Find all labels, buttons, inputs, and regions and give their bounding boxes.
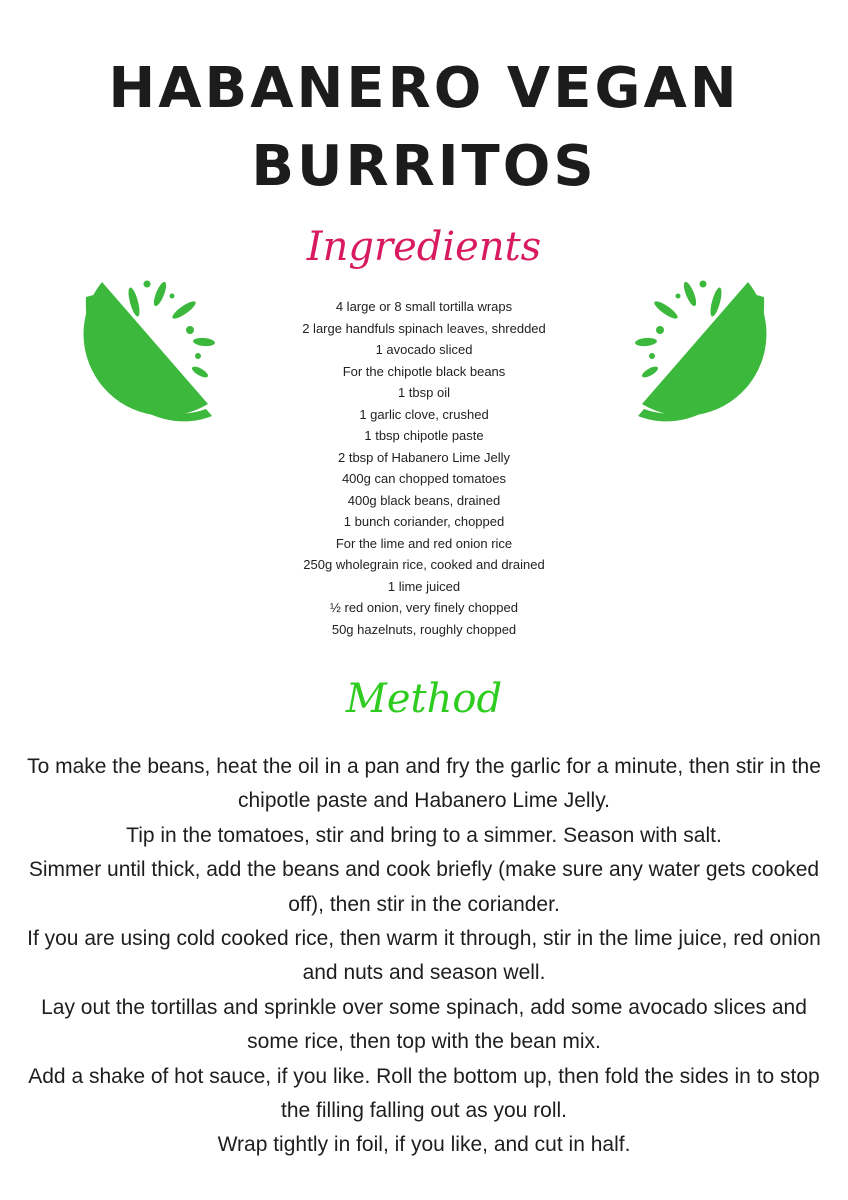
- ingredient-item: 1 lime juiced: [387, 578, 461, 594]
- ingredient-item: 50g hazelnuts, roughly chopped: [331, 621, 517, 637]
- recipe-title-line-2: BURRITOS: [251, 134, 597, 199]
- ingredient-subheading: For the lime and red onion rice: [335, 535, 513, 551]
- method-step: Add a shake of hot sauce, if you like. Roll the bottom up, then fold the sides in to stop the filling falling out as you roll.: [28, 1064, 820, 1123]
- ingredient-item: 4 large or 8 small tortilla wraps: [335, 299, 513, 314]
- ingredient-item: 1 tbsp chipotle paste: [364, 428, 484, 443]
- ingredients-heading: Ingredients: [306, 224, 542, 270]
- recipe-title-line-1: HABANERO VEGAN: [108, 56, 740, 121]
- ingredient-item: ½ red onion, very finely chopped: [330, 600, 518, 615]
- ingredient-item: 2 large handfuls spinach leaves, shredded: [302, 320, 546, 336]
- method-step: Simmer until thick, add the beans and cook briefly (make sure any water gets cooked off), then stir in the coriander.: [28, 858, 820, 916]
- method-step: Tip in the tomatoes, stir and bring to a simmer. Season with salt.: [126, 823, 722, 847]
- ingredients-list: [0, 296, 848, 640]
- ingredient-item: 400g black beans, drained: [347, 492, 501, 508]
- method-step: Lay out the tortillas and sprinkle over some spinach, add some avocado slices and some rice, then top with the bean mix.: [41, 995, 807, 1054]
- method-steps: [14, 750, 834, 1163]
- method-heading: Method: [345, 676, 503, 722]
- ingredient-item: 1 garlic clove, crushed: [359, 406, 489, 422]
- method-step: To make the beans, heat the oil in a pan and fry the garlic for a minute, then stir in the chipotle paste and Habanero Lime Jelly.: [27, 755, 821, 813]
- ingredient-item: 400g can chopped tomatoes: [341, 471, 507, 486]
- method-step: If you are using cold cooked rice, then warm it through, stir in the lime juice, red onion and nuts and season well.: [27, 927, 821, 985]
- ingredient-item: 1 avocado sliced: [375, 342, 473, 357]
- recipe-title: [0, 50, 848, 206]
- method-step: Wrap tightly in foil, if you like, and cut in half.: [217, 1133, 631, 1157]
- ingredient-item: 250g wholegrain rice, cooked and drained: [303, 557, 545, 572]
- ingredient-item: 1 tbsp oil: [397, 385, 451, 400]
- ingredient-subheading: For the chipotle black beans: [342, 363, 506, 379]
- ingredient-item: 2 tbsp of Habanero Lime Jelly: [338, 449, 510, 465]
- ingredient-item: 1 bunch coriander, chopped: [343, 514, 505, 529]
